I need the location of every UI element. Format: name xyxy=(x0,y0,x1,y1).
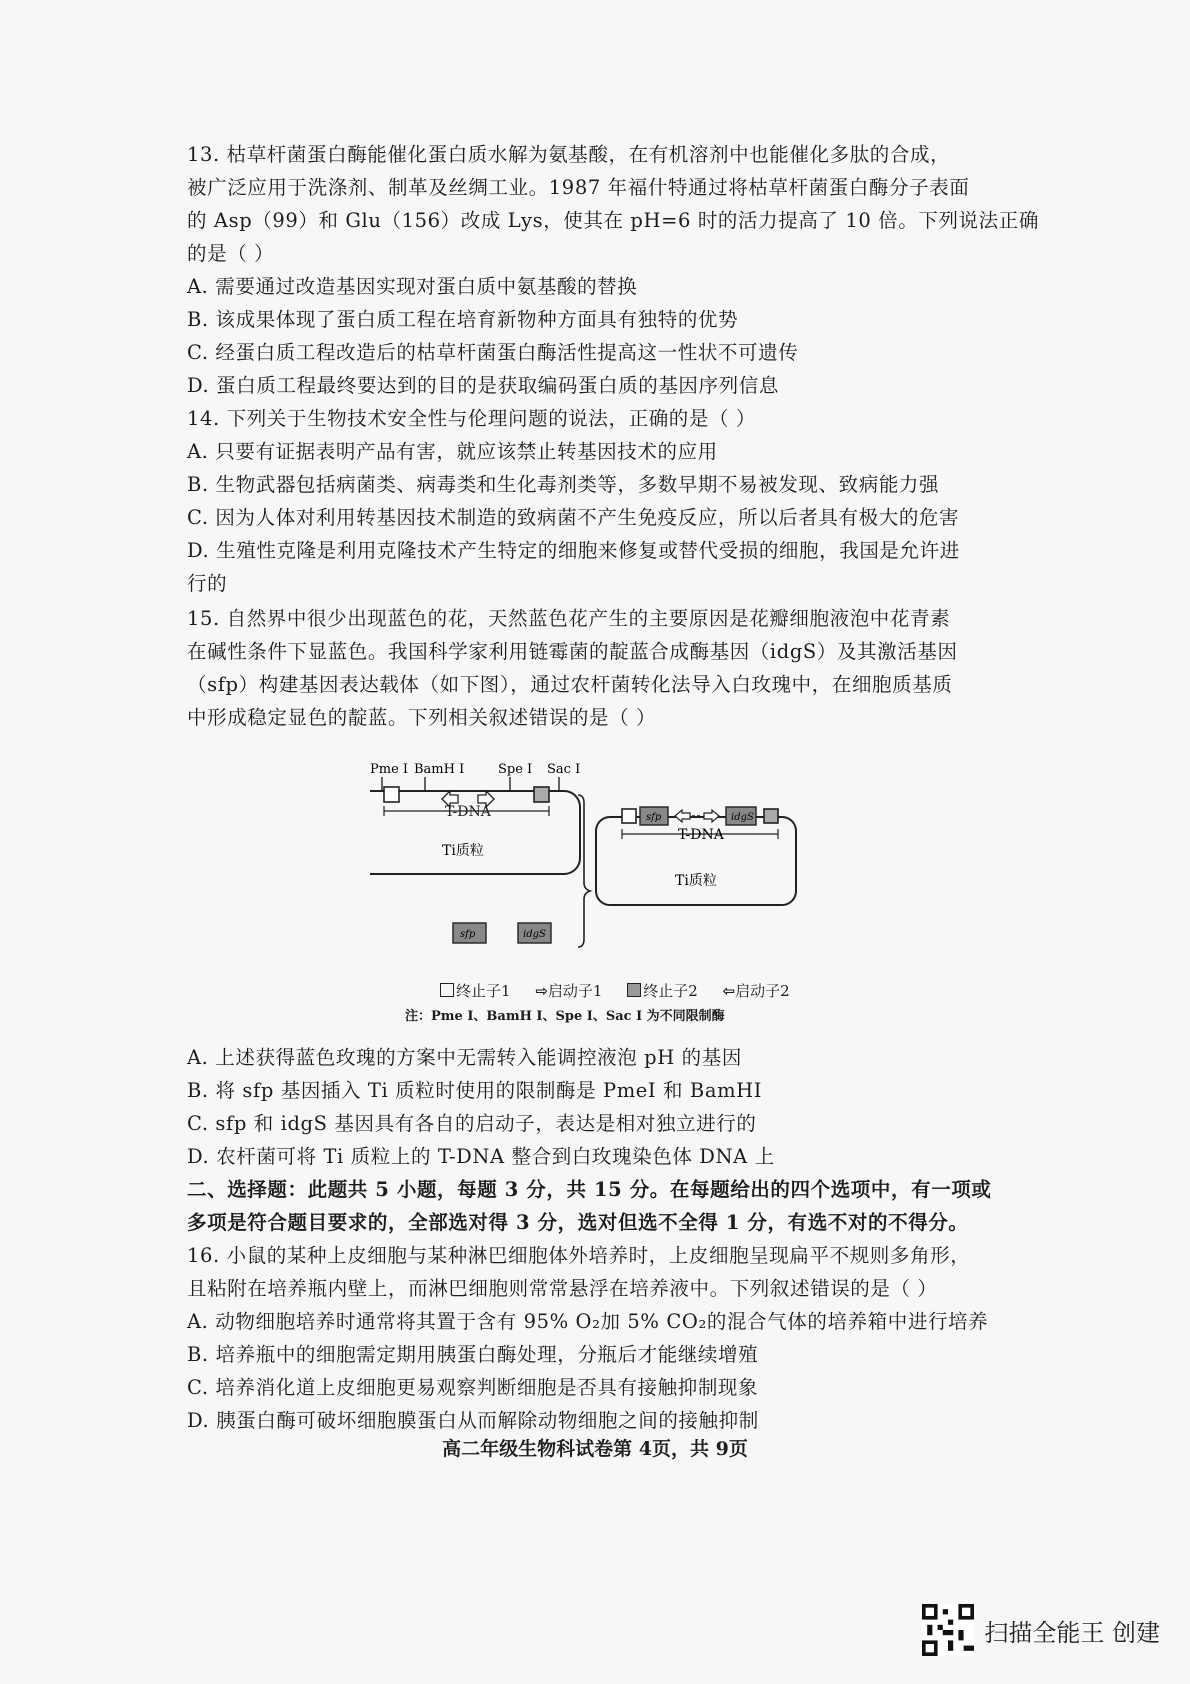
q15-option-c: C. sfp 和 idgS 基因具有各自的启动子，表达是相对独立进行的 xyxy=(187,1112,757,1135)
q13-option-d: D. 蛋白质工程最终要达到的目的是获取编码蛋白质的基因序列信息 xyxy=(187,374,779,397)
q16-option-b: B. 培养瓶中的细胞需定期用胰蛋白酶处理，分瓶后才能继续增殖 xyxy=(187,1343,759,1366)
q14-option-a: A. 只要有证据表明产品有害，就应该禁止转基因技术的应用 xyxy=(187,440,718,463)
q15-stem-line: （sfp）构建基因表达载体（如下图），通过农杆菌转化法导入白玫瑰中，在细胞质基质 xyxy=(187,673,953,696)
q15-option-d: D. 农杆菌可将 Ti 质粒上的 T-DNA 整合到白玫瑰染色体 DNA 上 xyxy=(187,1145,775,1168)
legend-promoter1: 启动子1 xyxy=(547,982,603,1000)
sfp-gene-free: sfp xyxy=(460,929,476,940)
figure-note: 注：Pme I、BamH I、Spe I、Sac I 为不同限制酶 xyxy=(405,1009,725,1024)
scanner-credit: 扫描全能王 创建 xyxy=(984,1618,1160,1647)
qr-code-icon xyxy=(922,1604,974,1656)
section2-heading: 二、选择题：此题共 5 小题，每题 3 分，共 15 分。在每题给出的四个选项中，有一项或 xyxy=(187,1178,992,1201)
plasmid-label-right: Ti质粒 xyxy=(675,873,717,889)
enzyme-label-pmei: Pme I xyxy=(370,762,409,777)
enzyme-label-saci: Sac I xyxy=(547,762,581,777)
q16-option-a: A. 动物细胞培养时通常将其置于含有 95% O₂加 5% CO₂的混合气体的培养箱中进行培养 xyxy=(187,1310,989,1333)
q14-option-b: B. 生物武器包括病菌类、病毒类和生化毒剂类等，多数早期不易被发现、致病能力强 xyxy=(187,473,940,496)
q13-stem-line: 的是（ ） xyxy=(187,242,275,265)
q15-option-a: A. 上述获得蓝色玫瑰的方案中无需转入能调控液泡 pH 的基因 xyxy=(187,1046,742,1069)
q16-option-d: D. 胰蛋白酶可破坏细胞膜蛋白从而解除动物细胞之间的接触抑制 xyxy=(187,1409,759,1432)
plasmid-label-left: Ti质粒 xyxy=(442,843,484,859)
q15-stem-line: 在碱性条件下显蓝色。我国科学家利用链霉菌的靛蓝合成酶基因（idgS）及其激活基因 xyxy=(187,640,958,663)
q13-option-b: B. 该成果体现了蛋白质工程在培育新物种方面具有独特的优势 xyxy=(187,308,739,331)
tdna-label-left: T-DNA xyxy=(445,804,491,820)
idgs-gene-right: idgS xyxy=(731,812,754,823)
q13-option-c: C. 经蛋白质工程改造后的枯草杆菌蛋白酶活性提高这一性状不可遗传 xyxy=(187,341,799,364)
q15-stem-line: 15. 自然界中很少出现蓝色的花，天然蓝色花产生的主要原因是花瓣细胞液泡中花青素 xyxy=(187,607,951,630)
page-footer: 高二年级生物科试卷第 4页，共 9页 xyxy=(442,1438,748,1460)
legend-terminator2: 终止子2 xyxy=(643,982,698,1000)
legend-terminator1: 终止子1 xyxy=(456,982,511,1000)
q13-stem-line: 13. 枯草杆菌蛋白酶能催化蛋白质水解为氨基酸，在有机溶剂中也能催化多肽的合成， xyxy=(187,143,951,166)
terminator1-icon xyxy=(384,787,399,802)
q15-stem-line: 中形成稳定显色的靛蓝。下列相关叙述错误的是（ ） xyxy=(187,706,657,729)
vector-diagram xyxy=(370,755,890,980)
q16-stem-line: 16. 小鼠的某种上皮细胞与某种淋巴细胞体外培养时，上皮细胞呈现扁平不规则多角形， xyxy=(187,1244,971,1267)
q13-stem-line: 被广泛应用于洗涤剂、制革及丝绸工业。1987 年福什特通过将枯草杆菌蛋白酶分子表面 xyxy=(187,176,970,199)
q14-stem-line: 14. 下列关于生物技术安全性与伦理问题的说法，正确的是（ ） xyxy=(187,407,757,430)
q14-option-c: C. 因为人体对利用转基因技术制造的致病菌不产生免疫反应，所以后者具有极大的危害 xyxy=(187,506,960,529)
tdna-label-right: T-DNA xyxy=(678,827,724,843)
q16-stem-line: 且粘附在培养瓶内壁上，而淋巴细胞则常常悬浮在培养液中。下列叙述错误的是（ ） xyxy=(187,1277,938,1300)
idgs-gene-free: idgS xyxy=(523,929,546,940)
q15-option-b: B. 将 sfp 基因插入 Ti 质粒时使用的限制酶是 PmeI 和 BamHI xyxy=(187,1079,763,1102)
section2-heading: 多项是符合题目要求的，全部选对得 3 分，选对但选不全得 1 分，有选不对的不得分。 xyxy=(187,1211,969,1234)
q16-option-c: C. 培养消化道上皮细胞更易观察判断细胞是否具有接触抑制现象 xyxy=(187,1376,759,1399)
q13-stem-line: 的 Asp（99）和 Glu（156）改成 Lys，使其在 pH=6 时的活力提高了 10 倍。下列说法正确 xyxy=(187,209,1039,232)
figure-legend: 终止子1 ⇨启动子1 终止子2 ⇦启动子2 xyxy=(440,980,810,1001)
scanner-watermark xyxy=(922,1604,1160,1656)
terminator2-icon xyxy=(534,787,549,802)
enzyme-label-spei: Spe I xyxy=(498,762,533,777)
q13-option-a: A. 需要通过改造基因实现对蛋白质中氨基酸的替换 xyxy=(187,275,638,298)
legend-promoter2: 启动子2 xyxy=(735,982,790,1000)
sfp-gene-right: sfp xyxy=(646,812,662,823)
q14-option-d-cont: 行的 xyxy=(187,572,228,595)
q14-option-d: D. 生殖性克隆是利用克隆技术产生特定的细胞来修复或替代受损的细胞，我国是允许进 xyxy=(187,539,960,562)
enzyme-label-bamhi: BamH I xyxy=(414,762,465,777)
